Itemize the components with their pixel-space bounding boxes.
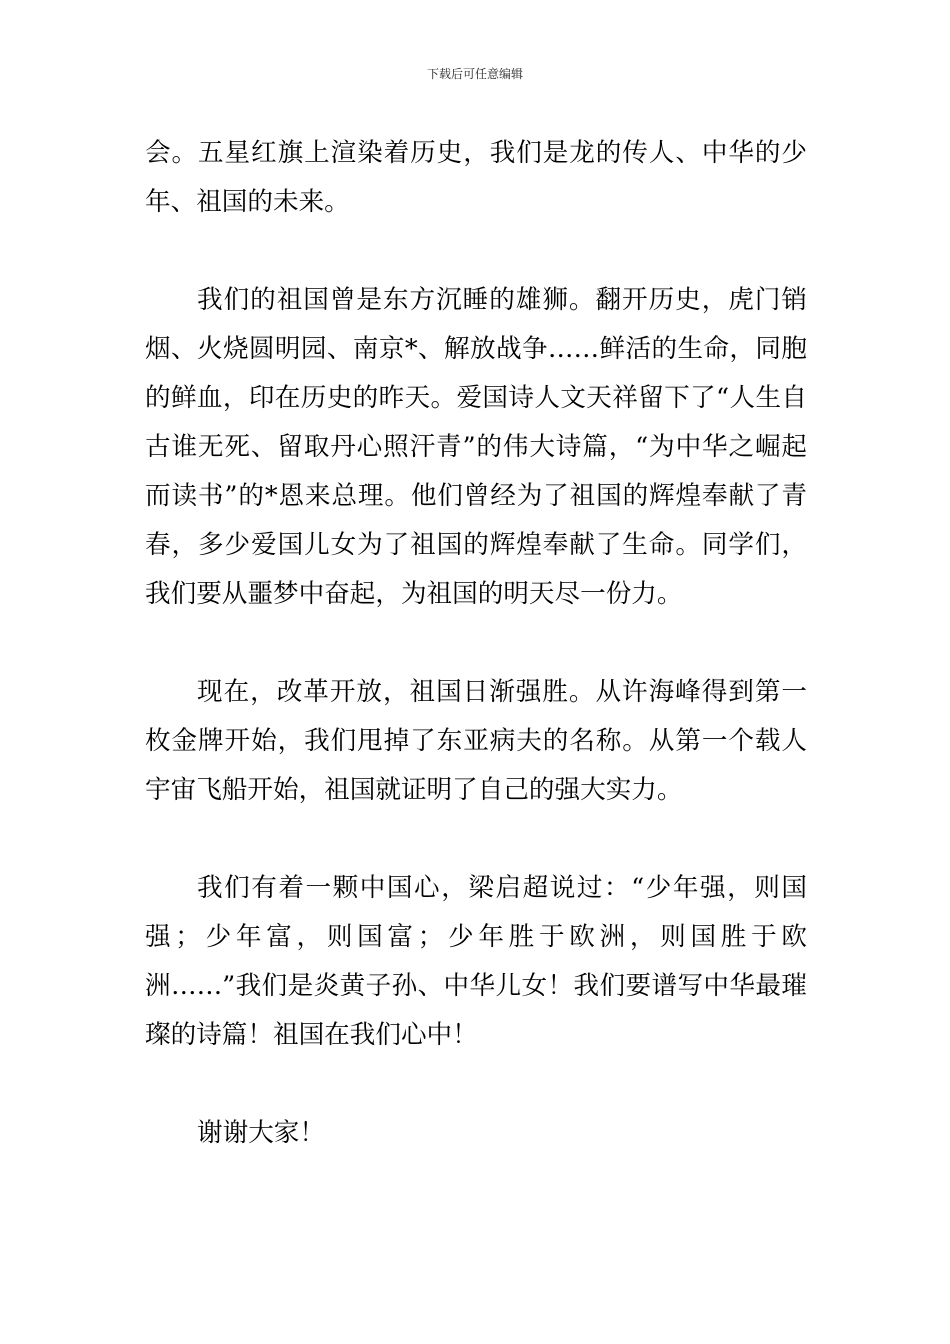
paragraph-continuation: 会。五星红旗上渲染着历史，我们是龙的传人、中华的少年、祖国的未来。: [145, 138, 807, 217]
paragraph-thanks: 谢谢大家！: [197, 1118, 325, 1148]
document-body: [145, 129, 807, 1158]
paragraph-history: 我们的祖国曾是东方沉睡的雄狮。翻开历史，虎门销烟、火烧圆明园、南京*、解放战争……鲜活的生命，同胞的鲜血，印在历史的昨天。爱国诗人文天祥留下了“人生自古谁无死、留取丹心照汗青”的伟大诗篇，“为中华之崛起而读书”的*恩来总理。他们曾经为了祖国的辉煌奉献了青春，多少爱国儿女为了祖国的辉煌奉献了生命。同学们，我们要从噩梦中奋起，为祖国的明天尽一份力。: [145, 285, 807, 609]
header-note: 下载后可任意编辑: [426, 67, 523, 81]
paragraph-chinese-heart: 我们有着一颗中国心，梁启超说过：“少年强，则国强；少年富，则国富；少年胜于欧洲，则国胜于欧洲……”我们是炎黄子孙、中华儿女！我们要谱写中华最璀璨的诗篇！祖国在我们心中！: [145, 873, 807, 1050]
paragraph-reform: 现在，改革开放，祖国日渐强胜。从许海峰得到第一枚金牌开始，我们甩掉了东亚病夫的名称。从第一个载人宇宙飞船开始，祖国就证明了自己的强大实力。: [145, 677, 807, 805]
